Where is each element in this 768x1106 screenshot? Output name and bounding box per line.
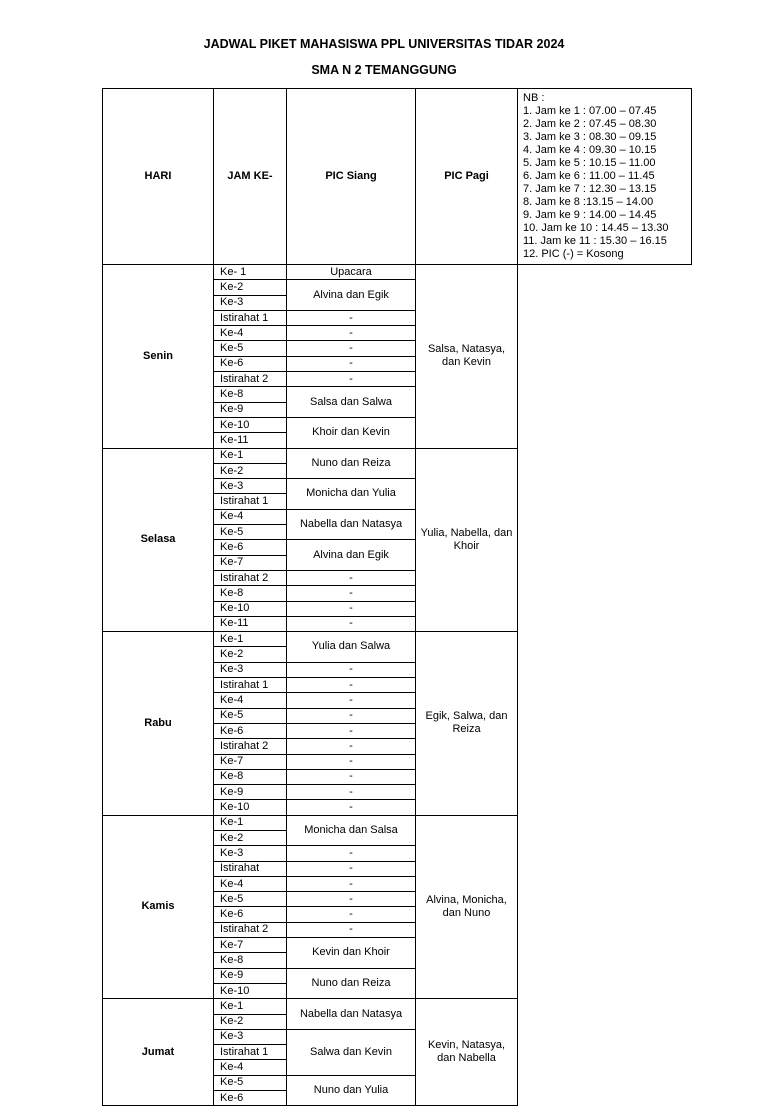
schedule-body bbox=[103, 265, 692, 1106]
jam-cell: Ke-8 bbox=[214, 387, 287, 402]
jam-cell: Ke-5 bbox=[214, 892, 287, 907]
pic-siang-cell: - bbox=[287, 678, 416, 693]
jam-cell: Ke-2 bbox=[214, 830, 287, 845]
nb-line: 7. Jam ke 7 : 12.30 – 13.15 bbox=[523, 183, 657, 195]
pic-siang-cell: Monicha dan Salsa bbox=[287, 815, 416, 846]
nb-line: 10. Jam ke 10 : 14.45 – 13.30 bbox=[523, 222, 669, 234]
jam-cell: Ke-8 bbox=[214, 586, 287, 601]
jam-cell: Ke-4 bbox=[214, 693, 287, 708]
pic-siang-cell: Nuno dan Yulia bbox=[287, 1075, 416, 1106]
jam-cell: Istirahat 1 bbox=[214, 1045, 287, 1060]
day-name: Senin bbox=[103, 265, 214, 449]
pic-siang-cell: Salwa dan Kevin bbox=[287, 1029, 416, 1075]
pic-siang-cell: - bbox=[287, 769, 416, 784]
jam-cell: Ke-11 bbox=[214, 616, 287, 631]
jam-cell: Ke-5 bbox=[214, 1075, 287, 1090]
jam-cell: Ke-10 bbox=[214, 601, 287, 616]
jam-cell: Ke-4 bbox=[214, 876, 287, 891]
pic-siang-cell: - bbox=[287, 693, 416, 708]
pic-siang-cell: Salsa dan Salwa bbox=[287, 387, 416, 418]
jam-cell: Ke-2 bbox=[214, 280, 287, 295]
jam-cell: Ke-7 bbox=[214, 938, 287, 953]
pic-siang-cell: - bbox=[287, 785, 416, 800]
jam-cell: Ke-9 bbox=[214, 785, 287, 800]
jam-cell: Ke-6 bbox=[214, 907, 287, 922]
pic-siang-cell: - bbox=[287, 846, 416, 861]
table-row bbox=[103, 265, 692, 280]
nb-line: 1. Jam ke 1 : 07.00 – 07.45 bbox=[523, 105, 657, 117]
pic-siang-cell: - bbox=[287, 616, 416, 631]
jam-cell: Istirahat 1 bbox=[214, 678, 287, 693]
jam-cell: Ke-2 bbox=[214, 647, 287, 662]
jam-cell: Ke- 1 bbox=[214, 265, 287, 280]
jam-cell: Istirahat 1 bbox=[214, 310, 287, 325]
pic-siang-cell: - bbox=[287, 754, 416, 769]
table-row bbox=[103, 632, 692, 647]
jam-cell: Ke-1 bbox=[214, 999, 287, 1014]
pic-siang-cell: Kevin dan Khoir bbox=[287, 938, 416, 969]
header-pic-siang: PIC Siang bbox=[287, 89, 416, 265]
jam-cell: Ke-2 bbox=[214, 1014, 287, 1029]
document-subtitle: SMA N 2 TEMANGGUNG bbox=[311, 63, 457, 77]
header-hari: HARI bbox=[103, 89, 214, 265]
pic-siang-cell: - bbox=[287, 861, 416, 876]
jam-cell: Ke-4 bbox=[214, 509, 287, 524]
pic-siang-cell: Yulia dan Salwa bbox=[287, 632, 416, 663]
jam-cell: Ke-10 bbox=[214, 800, 287, 815]
nb-line: 8. Jam ke 8 :13.15 – 14.00 bbox=[523, 196, 654, 208]
jam-cell: Ke-7 bbox=[214, 754, 287, 769]
nb-line: 4. Jam ke 4 : 09.30 – 10.15 bbox=[523, 144, 657, 156]
nb-notes bbox=[518, 89, 692, 265]
pic-siang-cell: - bbox=[287, 922, 416, 937]
nb-line: 9. Jam ke 9 : 14.00 – 14.45 bbox=[523, 209, 657, 221]
jam-cell: Ke-3 bbox=[214, 1029, 287, 1044]
jam-cell: Ke-1 bbox=[214, 815, 287, 830]
jam-cell: Ke-6 bbox=[214, 356, 287, 371]
jam-cell: Ke-6 bbox=[214, 1091, 287, 1106]
pic-siang-cell: Alvina dan Egik bbox=[287, 540, 416, 571]
pic-siang-cell: Khoir dan Kevin bbox=[287, 417, 416, 448]
pic-siang-cell: - bbox=[287, 739, 416, 754]
pic-pagi-cell: Yulia, Nabella, dan Khoir bbox=[416, 448, 518, 632]
nb-line: NB : bbox=[523, 92, 545, 104]
jam-cell: Ke-8 bbox=[214, 769, 287, 784]
jam-cell: Ke-11 bbox=[214, 433, 287, 448]
pic-siang-cell: Monicha dan Yulia bbox=[287, 479, 416, 510]
pic-siang-cell: - bbox=[287, 892, 416, 907]
nb-line: 11. Jam ke 11 : 15.30 – 16.15 bbox=[523, 235, 667, 247]
jam-cell: Ke-9 bbox=[214, 402, 287, 417]
table-row bbox=[103, 999, 692, 1014]
pic-siang-cell: Nuno dan Reiza bbox=[287, 968, 416, 999]
table-row bbox=[103, 815, 692, 830]
jam-cell: Ke-5 bbox=[214, 708, 287, 723]
nb-line: 6. Jam ke 6 : 11.00 – 11.45 bbox=[523, 170, 655, 182]
jam-cell: Istirahat 1 bbox=[214, 494, 287, 509]
schedule-table bbox=[102, 88, 692, 1106]
jam-cell: Ke-3 bbox=[214, 662, 287, 677]
day-name: Kamis bbox=[103, 815, 214, 999]
jam-cell: Istirahat 2 bbox=[214, 739, 287, 754]
jam-cell: Ke-8 bbox=[214, 953, 287, 968]
pic-pagi-cell: Salsa, Natasya, dan Kevin bbox=[416, 265, 518, 449]
header-pic-pagi: PIC Pagi bbox=[416, 89, 518, 265]
pic-siang-cell: - bbox=[287, 372, 416, 387]
jam-cell: Ke-4 bbox=[214, 326, 287, 341]
header-row bbox=[103, 89, 692, 265]
nb-line: 3. Jam ke 3 : 08.30 – 09.15 bbox=[523, 131, 657, 143]
jam-cell: Ke-7 bbox=[214, 555, 287, 570]
jam-cell: Istirahat 2 bbox=[214, 372, 287, 387]
jam-cell: Ke-2 bbox=[214, 463, 287, 478]
pic-siang-cell: - bbox=[287, 356, 416, 371]
jam-cell: Ke-3 bbox=[214, 295, 287, 310]
pic-siang-cell: Nabella dan Natasya bbox=[287, 999, 416, 1030]
jam-cell: Istirahat bbox=[214, 861, 287, 876]
nb-line: 5. Jam ke 5 : 10.15 – 11.00 bbox=[523, 157, 656, 169]
pic-siang-cell: - bbox=[287, 586, 416, 601]
jam-cell: Ke-6 bbox=[214, 540, 287, 555]
pic-siang-cell: - bbox=[287, 876, 416, 891]
header-jam: JAM KE- bbox=[214, 89, 287, 265]
pic-siang-cell: - bbox=[287, 570, 416, 585]
pic-siang-cell: Alvina dan Egik bbox=[287, 280, 416, 311]
jam-cell: Ke-5 bbox=[214, 525, 287, 540]
pic-siang-cell: - bbox=[287, 723, 416, 738]
jam-cell: Ke-3 bbox=[214, 479, 287, 494]
jam-cell: Ke-1 bbox=[214, 448, 287, 463]
jam-cell: Ke-5 bbox=[214, 341, 287, 356]
pic-siang-cell: - bbox=[287, 907, 416, 922]
pic-siang-cell: Nuno dan Reiza bbox=[287, 448, 416, 479]
pic-siang-cell: - bbox=[287, 800, 416, 815]
pic-siang-cell: - bbox=[287, 326, 416, 341]
day-name: Jumat bbox=[103, 999, 214, 1106]
jam-cell: Istirahat 2 bbox=[214, 922, 287, 937]
jam-cell: Istirahat 2 bbox=[214, 570, 287, 585]
pic-siang-cell: Nabella dan Natasya bbox=[287, 509, 416, 540]
pic-siang-cell: - bbox=[287, 662, 416, 677]
pic-siang-cell: - bbox=[287, 708, 416, 723]
document-title: JADWAL PIKET MAHASISWA PPL UNIVERSITAS TIDAR 2024 bbox=[203, 37, 565, 51]
nb-line: 2. Jam ke 2 : 07.45 – 08.30 bbox=[523, 118, 657, 130]
jam-cell: Ke-10 bbox=[214, 983, 287, 998]
pic-siang-cell: - bbox=[287, 601, 416, 616]
jam-cell: Ke-9 bbox=[214, 968, 287, 983]
pic-pagi-cell: Kevin, Natasya, dan Nabella bbox=[416, 999, 518, 1106]
jam-cell: Ke-3 bbox=[214, 846, 287, 861]
jam-cell: Ke-1 bbox=[214, 632, 287, 647]
pic-siang-cell: - bbox=[287, 310, 416, 325]
nb-line: 12. PIC (-) = Kosong bbox=[523, 248, 624, 260]
jam-cell: Ke-6 bbox=[214, 723, 287, 738]
table-row bbox=[103, 448, 692, 463]
pic-pagi-cell: Alvina, Monicha, dan Nuno bbox=[416, 815, 518, 999]
pic-pagi-cell: Egik, Salwa, dan Reiza bbox=[416, 632, 518, 816]
day-name: Rabu bbox=[103, 632, 214, 816]
pic-siang-cell: Upacara bbox=[287, 265, 416, 280]
pic-siang-cell: - bbox=[287, 341, 416, 356]
day-name: Selasa bbox=[103, 448, 214, 632]
jam-cell: Ke-4 bbox=[214, 1060, 287, 1075]
jam-cell: Ke-10 bbox=[214, 417, 287, 432]
